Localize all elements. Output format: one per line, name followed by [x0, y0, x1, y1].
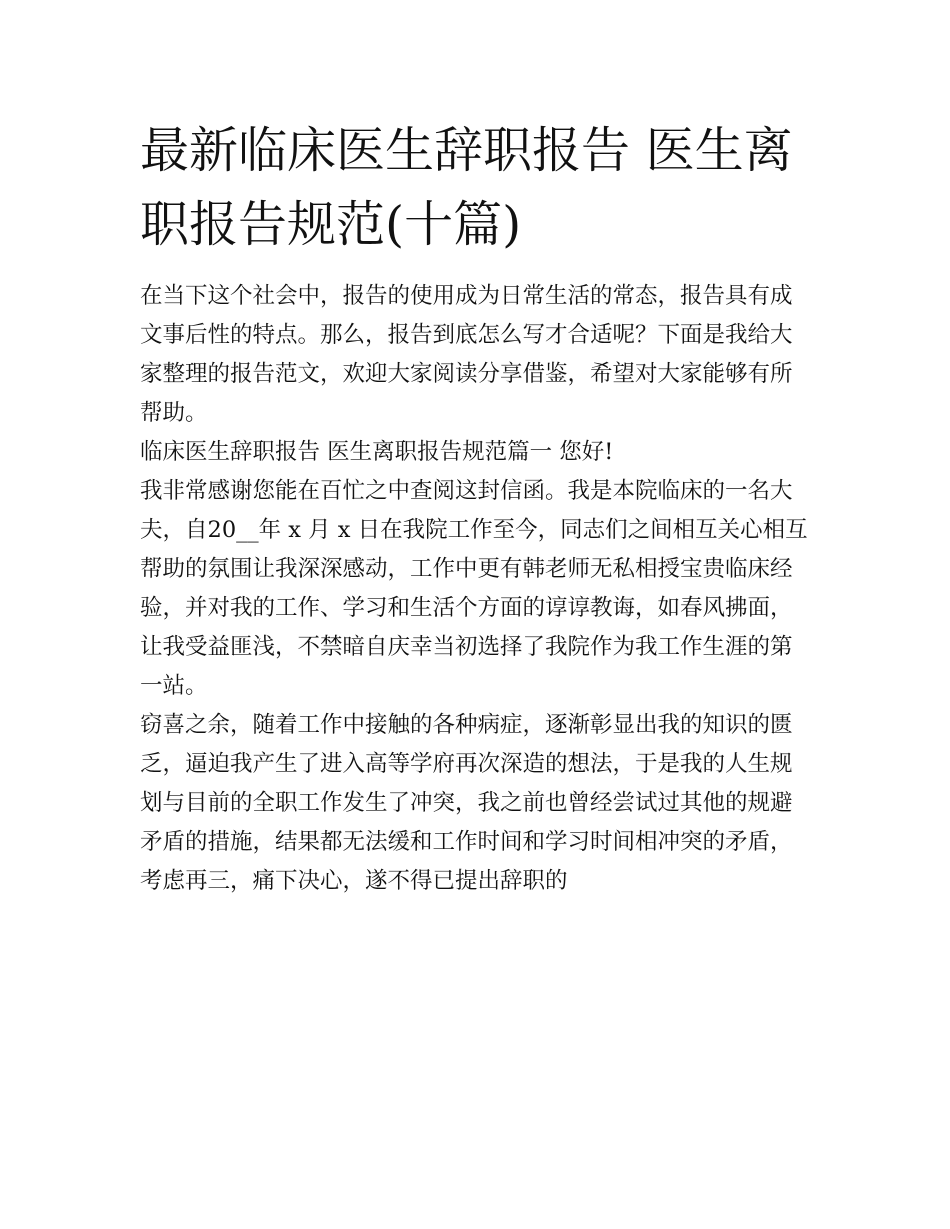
body-paragraph-2: 窃喜之余，随着工作中接触的各种病症，逐渐彰显出我的知识的匮乏，逼迫我产生了进入高等学府再次深造的想法，于是我的人生规划与目前的全职工作发生了冲突，我之前也曾经尝试过其他的规避矛盾的措施，结果都无法缓和工作时间和学习时间相冲突的矛盾，考虑再三，痛下决心，遂不得已提出辞职的 — [140, 712, 793, 894]
intro-paragraph: 在当下这个社会中，报告的使用成为日常生活的常态，报告具有成文事后性的特点。那么，报告到底怎么写才合适呢？下面是我给大家整理的报告范文，欢迎大家阅读分享借鉴，希望对大家能够有所帮助。 — [140, 283, 793, 426]
document-title: 最新临床医生辞职报告 医生离职报告规范(十篇) — [140, 122, 793, 253]
section-heading-paragraph: 临床医生辞职报告 医生离职报告规范篇一 您好! — [140, 439, 614, 465]
document-body — [140, 114, 812, 901]
body-paragraph-1: 我非常感谢您能在百忙之中查阅这封信函。我是本院临床的一名大夫，自20__年 x 月 x 日在我院工作至今，同志们之间相互关心相互帮助的氛围让我深深感动，工作中更有韩老师无私相授宝贵临床经验，并对我的工作、学习和生活个方面的谆谆教诲，如春风拂面，让我受益匪浅，不禁暗自庆幸当初选择了我院作为我工作生涯的第一站。 — [140, 478, 808, 699]
